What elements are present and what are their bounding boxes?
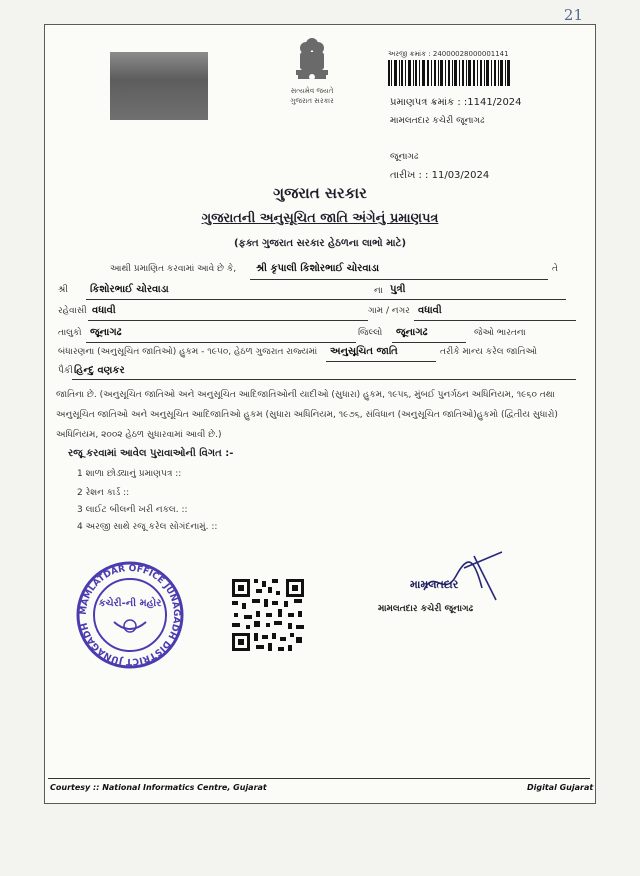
village-label: ગામ / નગર [368, 306, 410, 316]
applicant-name-line [250, 279, 548, 280]
order-text: બંધારણના (અનુસૂચિત જાતિઓ) હુકમ - ૧૯૫૦, હેઠળ ગુજરાત રાજ્યમાં [58, 347, 318, 357]
taluka-value: જૂનાગઢ [90, 327, 122, 338]
caste-value: હિન્દુ વણકર [74, 365, 125, 376]
state-emblem-icon [284, 34, 340, 94]
certificate-subtitle: (ફક્ત ગુજરાત સરકાર હેઠળના લાભો માટે) [233, 238, 407, 249]
father-name: કિશોરભાઈ ચોરવાડા [90, 284, 169, 295]
te-text: તે [552, 264, 558, 274]
resident-value: વધાવી [92, 305, 116, 316]
certificate-number: પ્રમાણપત્ર ક્રમાંક : :1141/2024 [390, 97, 522, 108]
resident-label: રહેવાસી [58, 306, 87, 316]
seal-outer-text: MAMLATDAR OFFICE JUNAGADH DISTRICT JUNAGADH [78, 563, 182, 667]
recognized-text: તરીકે માન્ય કરેલ જાતિઓ [440, 347, 537, 357]
issue-place: જૂનાગઢ [390, 152, 419, 162]
applicant-name: શ્રી કૃપાલી કિશોરભાઈ ચોરવાડા [256, 263, 380, 274]
taluka-label: તાલુકો [58, 328, 82, 338]
emblem-caption-motto: સત્યમેવ જયતે [290, 87, 334, 95]
barcode-icon [388, 60, 510, 86]
category-value: અનુસૂચિત જાતિ [330, 346, 398, 357]
na-label: ના [374, 286, 383, 296]
village-line [414, 320, 576, 321]
document-item: 1 શાળા છોડ્યાનું પ્રમાણપત્ર :: [77, 469, 182, 479]
district-label: જિલ્લો [358, 328, 383, 338]
application-number: અરજી ક્રમાંક : 24000028000001141 [388, 50, 509, 58]
document-item: 2 રેશન કાર્ડ :: [77, 488, 130, 498]
office-seal-icon [70, 560, 190, 670]
emblem-caption-government: ગુજરાત સરકાર [290, 97, 334, 105]
resident-line [88, 320, 368, 321]
applicant-photo [110, 52, 208, 120]
taluka-line [86, 342, 356, 343]
document-item: 4 અરજી સાથે રજૂ કરેલ સોગંદનામું. :: [77, 522, 218, 532]
issuing-office: મામલતદાર કચેરી જૂનાગઢ [390, 116, 485, 126]
certificate-title: ગુજરાતની અનુસૂચિત જાતિ અંગેનું પ્રમાણપત્ર [201, 211, 439, 226]
category-line [326, 361, 436, 362]
government-title: ગુજરાત સરકાર [273, 184, 367, 202]
father-name-line [86, 299, 566, 300]
signatory-office: મામલતદાર કચેરી જૂનાગઢ [378, 604, 474, 614]
district-value: જૂનાગઢ [396, 327, 428, 338]
footer-brand: Digital Gujarat [527, 783, 594, 792]
caste-prefix: પૈકી [58, 366, 73, 376]
documents-heading: રજૂ કરવામાં આવેલ પુરાવાઓની વિગત :- [68, 448, 234, 459]
shri-prefix: શ્રી [58, 285, 68, 295]
certify-text: આથી પ્રમાણિત કરવામાં આવે છે કે, [110, 264, 237, 274]
signatory-role: મામલતદાર [410, 578, 459, 591]
qr-code-icon [230, 577, 306, 653]
document-item: 3 લાઈટ બીલની ખરી નકલ. :: [77, 505, 188, 515]
footer-divider [48, 778, 590, 779]
district-line [392, 342, 466, 343]
caste-line [72, 379, 576, 380]
bharat-text: જેઓ ભારતના [474, 328, 526, 338]
legal-paragraph: જાતિના છે. (અનુસૂચિત જાતિઓ અને અનુસૂચિત આદિજાતિઓની યાદીઓ (સુધારા) હુકમ, ૧૯૫૬, મુંબઈ પુનર્ગઠન અધિનિયમ, ૧૯૬૦ તથા અનુસૂચિત જાતિઓ અને અનુસૂચિત આદિજાતિઓ હુકમ (સુધારા અધિનિયમ, ૧૯૭૬, સંવિધાન (અનુસૂચિત જાતિઓ)હુકમો (દ્વિતીય સુધારો) અધિનિયમ, ૨૦૦૨ હેઠળ સુધારવામાં આવી છે.) [56, 390, 558, 440]
relation: પુત્રી [390, 284, 406, 295]
issue-date: તારીખ : : 11/03/2024 [390, 170, 490, 181]
village-value: વધાવી [418, 305, 442, 316]
seal-inner-text: કચેરી-ની મહોર [98, 598, 162, 609]
page-number: 21 [563, 6, 583, 24]
footer-courtesy: Courtesy :: National Informatics Centre, Gujarat [50, 783, 267, 792]
